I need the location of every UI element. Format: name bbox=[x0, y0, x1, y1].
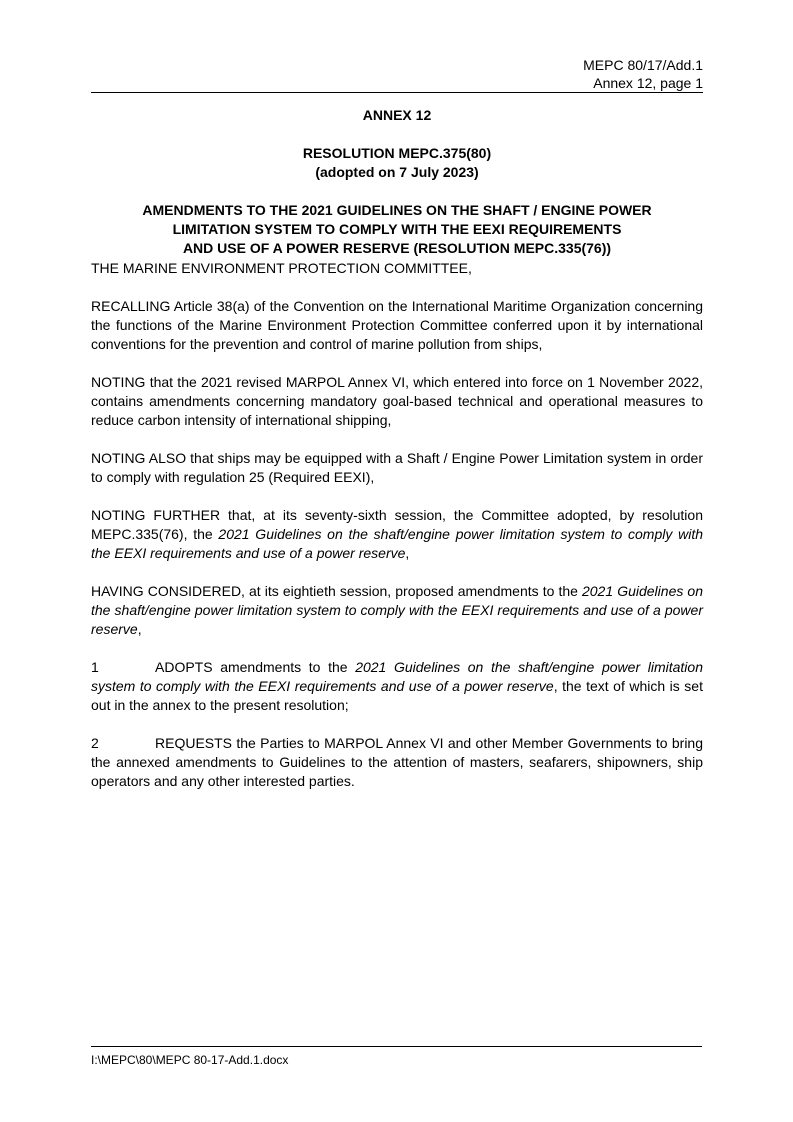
operative-1-lead: ADOPTS amendments to the bbox=[155, 659, 356, 675]
paragraph-recalling: RECALLING Article 38(a) of the Convention on the International Maritime Organization concerning the functions of the Marine Environment Protection Committee conferred upon it by international conventions for the prevention and control of marine pollution from ships, bbox=[91, 298, 703, 352]
operative-1-guidelines-title: 2021 Guidelines on the shaft/engine power limitation system to comply with the EEXI requirements and use of a power reserve bbox=[91, 659, 703, 694]
paragraph-noting-also: NOTING ALSO that ships may be equipped with a Shaft / Engine Power Limitation system in order to comply with regulation 25 (Required EEXI), bbox=[91, 450, 703, 485]
subject-line-2: LIMITATION SYSTEM TO COMPLY WITH THE EEXI REQUIREMENTS bbox=[172, 221, 622, 237]
subject-line-1: AMENDMENTS TO THE 2021 GUIDELINES ON THE SHAFT / ENGINE POWER bbox=[142, 202, 652, 218]
noting-further-lead: NOTING FURTHER that, at its seventy-sixth session, the Committee adopted, by resolution MEPC.335(76), the bbox=[91, 507, 703, 542]
title-block bbox=[91, 106, 703, 258]
paragraph-operative-1 bbox=[91, 658, 703, 715]
having-considered-lead: HAVING CONSIDERED, at its eightieth session, proposed amendments to the bbox=[91, 583, 582, 599]
operative-1-tail: , the text of which is set out in the annex to the present resolution; bbox=[91, 678, 703, 713]
resolution-subject-heading bbox=[91, 201, 703, 258]
having-considered-guidelines-title: 2021 Guidelines on the shaft/engine power limitation system to comply with the EEXI requirements and use of a power reserve bbox=[91, 583, 703, 637]
page-header bbox=[91, 56, 703, 92]
noting-further-guidelines-title: 2021 Guidelines on the shaft/engine power limitation system to comply with the EEXI requirements and use of a power reserve bbox=[91, 526, 703, 561]
operative-1-number: 1 bbox=[91, 659, 99, 675]
paragraph-noting: NOTING that the 2021 revised MARPOL Annex VI, which entered into force on 1 November 2022, contains amendments concerning mandatory goal-based technical and operational measures to reduce carbon intensity of international shipping, bbox=[91, 374, 703, 428]
footer-divider-rule bbox=[91, 1046, 702, 1047]
paragraph-operative-2 bbox=[91, 734, 703, 791]
annex-heading: ANNEX 12 bbox=[362, 107, 432, 123]
resolution-adoption-date: (adopted on 7 July 2023) bbox=[315, 164, 479, 180]
operative-2-text: REQUESTS the Parties to MARPOL Annex VI and other Member Governments to bring the annexed amendments to Guidelines to the attention of masters, seafarers, shipowners, ship operators and any other interested parties. bbox=[91, 735, 703, 789]
noting-further-tail: , bbox=[405, 545, 410, 561]
operative-2-number: 2 bbox=[91, 735, 99, 751]
resolution-heading bbox=[91, 144, 703, 182]
paragraph-having-considered bbox=[91, 582, 703, 639]
having-considered-tail: , bbox=[137, 621, 142, 637]
subject-line-3: AND USE OF A POWER RESERVE (RESOLUTION MEPC.335(76)) bbox=[182, 240, 612, 256]
paragraph-committee: THE MARINE ENVIRONMENT PROTECTION COMMITTEE, bbox=[91, 260, 472, 276]
header-divider-rule bbox=[91, 92, 703, 93]
resolution-number: RESOLUTION MEPC.375(80) bbox=[302, 145, 492, 161]
header-document-number: MEPC 80/17/Add.1 bbox=[583, 57, 703, 73]
paragraph-noting-further bbox=[91, 506, 703, 563]
footer-file-path: I:\MEPC\80\MEPC 80-17-Add.1.docx bbox=[91, 1053, 289, 1067]
header-annex-page: Annex 12, page 1 bbox=[593, 75, 703, 91]
document-body bbox=[91, 259, 703, 791]
